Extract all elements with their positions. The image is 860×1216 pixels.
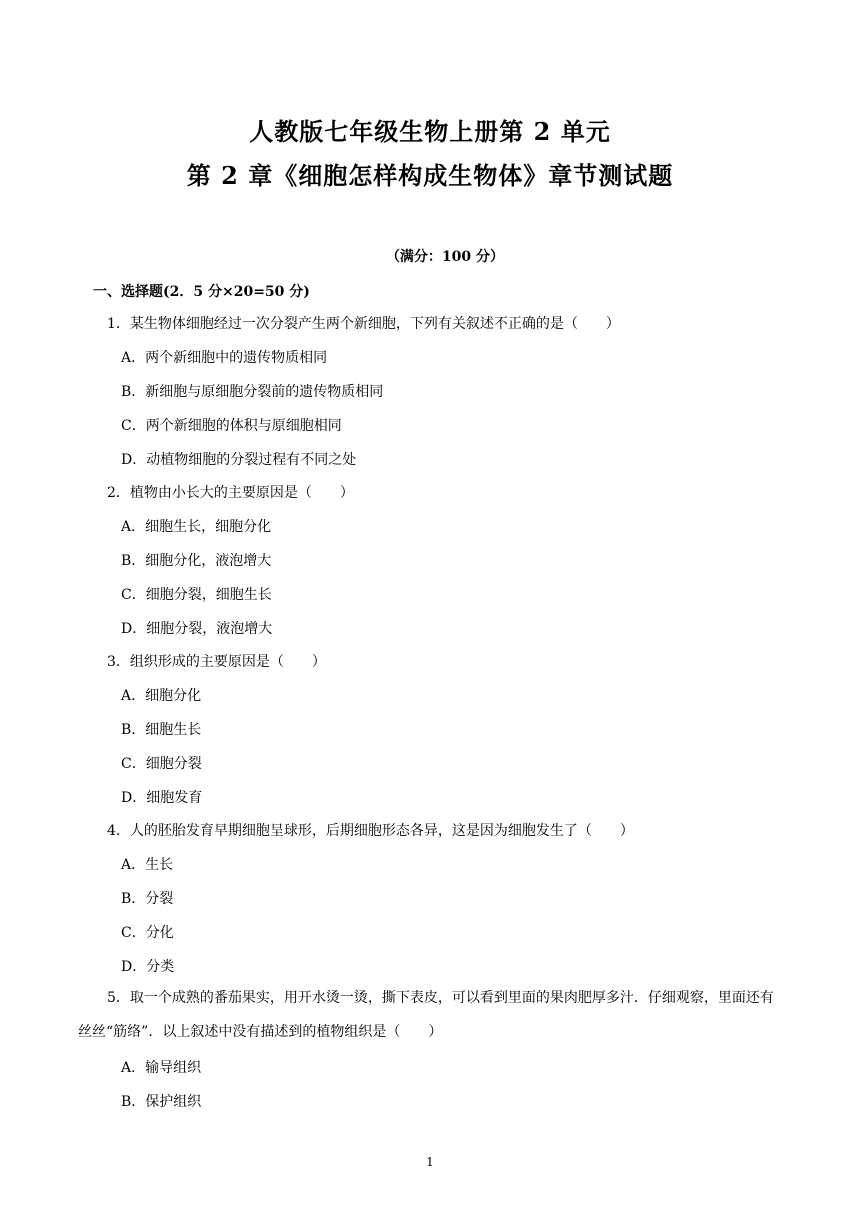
question-option: C．分化 bbox=[121, 925, 174, 941]
document-title-line1: 人教版七年级生物上册第 2 单元 bbox=[249, 117, 611, 146]
question-option: D．动植物细胞的分裂过程有不同之处 bbox=[121, 452, 357, 468]
question-option: B．分裂 bbox=[121, 891, 174, 907]
section-heading: 一、选择题(2．5 分×20=50 分) bbox=[93, 284, 310, 300]
question-option: A．细胞分化 bbox=[121, 688, 202, 704]
question-option: D．细胞分裂，液泡增大 bbox=[121, 621, 273, 637]
question-option: B．细胞分化，液泡增大 bbox=[121, 553, 272, 569]
question-stem: 1．某生物体细胞经过一次分裂产生两个新细胞，下列有关叙述不正确的是（ ） bbox=[107, 316, 620, 332]
question-option: A．细胞生长，细胞分化 bbox=[121, 519, 272, 535]
question-option: B．保护组织 bbox=[121, 1094, 202, 1110]
question-option: A．生长 bbox=[121, 857, 174, 873]
document-title-line2: 第 2 章《细胞怎样构成生物体》章节测试题 bbox=[186, 161, 674, 190]
question-stem: 4．人的胚胎发育早期细胞呈球形，后期细胞形态各异，这是因为细胞发生了（ ） bbox=[107, 823, 634, 839]
question-option: D．分类 bbox=[121, 959, 175, 975]
question-option: D．细胞发育 bbox=[121, 790, 203, 806]
question-option: B．细胞生长 bbox=[121, 722, 202, 738]
page-number: 1 bbox=[426, 1155, 434, 1169]
question-option: B．新细胞与原细胞分裂前的遗传物质相同 bbox=[121, 384, 384, 400]
question-option: A．输导组织 bbox=[121, 1060, 202, 1076]
question-option: C．两个新细胞的体积与原细胞相同 bbox=[121, 418, 342, 434]
question-stem: 3．组织形成的主要原因是（ ） bbox=[107, 654, 326, 670]
question-option: C．细胞分裂，细胞生长 bbox=[121, 587, 272, 603]
question-option: C．细胞分裂 bbox=[121, 756, 202, 772]
question-stem: 2．植物由小长大的主要原因是（ ） bbox=[107, 485, 354, 501]
question-option: A．两个新细胞中的遗传物质相同 bbox=[121, 350, 328, 366]
question-stem: 5．取一个成熟的番茄果实，用开水烫一烫，撕下表皮，可以看到里面的果肉肥厚多汁．仔细观察，里面还有丝丝“筋络”．以上叙述中没有描述到的植物组织是（ ） bbox=[78, 990, 774, 1040]
score-note: （满分：100 分） bbox=[385, 249, 505, 265]
